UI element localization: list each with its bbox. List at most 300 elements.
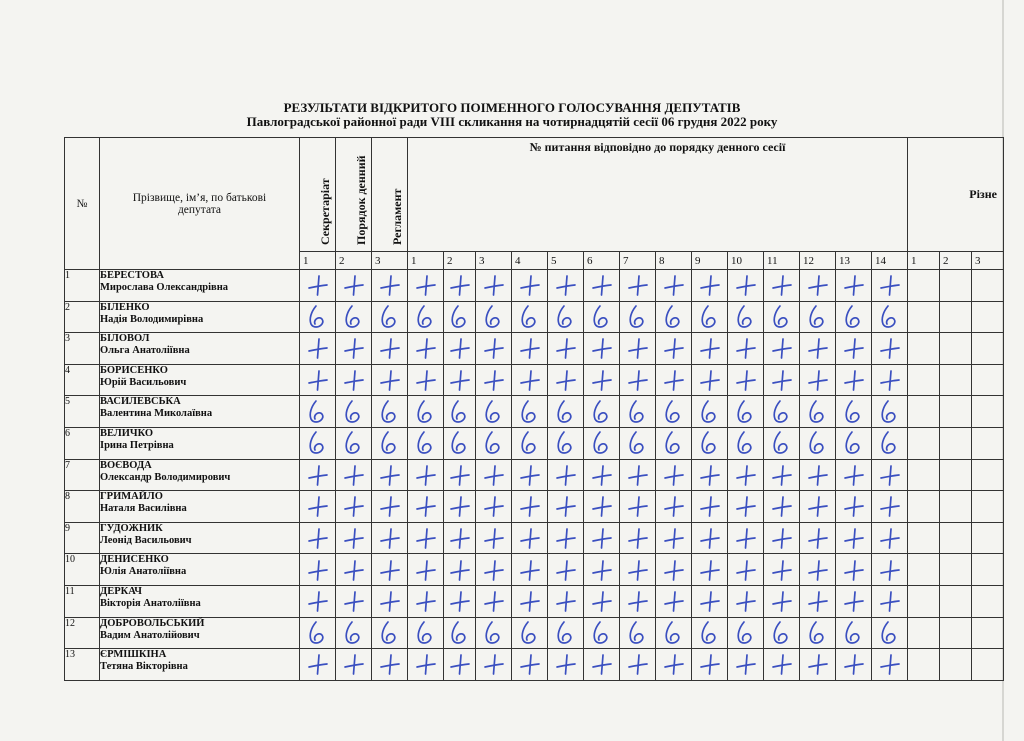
deputy-given-names: Валентина Миколаївна: [100, 408, 213, 420]
col-questions-header: № питання відповідно до порядку денного сесії: [408, 138, 908, 252]
vote-plus-mark: [800, 364, 836, 396]
misc-vote-cell: [940, 585, 972, 617]
vote-plus-mark: [656, 333, 692, 365]
deputy-given-names: Надія Володимирівна: [100, 313, 204, 325]
vote-plus-mark: [512, 459, 548, 491]
vote-v-mark: [620, 301, 656, 333]
misc-vote-cell: [972, 333, 1004, 365]
vote-v-mark: [800, 427, 836, 459]
vote-plus-mark: [548, 364, 584, 396]
vote-plus-mark: [444, 554, 476, 586]
table-row: [65, 396, 1004, 428]
column-number: 6: [584, 252, 620, 270]
vote-plus-mark: [692, 333, 728, 365]
column-number: 2: [336, 252, 372, 270]
vote-v-mark: [372, 617, 408, 649]
misc-vote-cell: [908, 554, 940, 586]
vote-plus-mark: [300, 649, 336, 681]
vote-plus-mark: [512, 522, 548, 554]
vote-v-mark: [408, 301, 444, 333]
deputy-name: [100, 270, 300, 302]
vote-plus-mark: [584, 270, 620, 302]
misc-vote-cell: [972, 617, 1004, 649]
vote-v-mark: [300, 301, 336, 333]
vote-v-mark: [512, 396, 548, 428]
deputy-surname: ГУДОЖНИК: [100, 522, 163, 534]
column-number: 1: [908, 252, 940, 270]
vote-plus-mark: [656, 522, 692, 554]
vote-v-mark: [728, 301, 764, 333]
table-row: [65, 364, 1004, 396]
vote-v-mark: [692, 301, 728, 333]
deputy-given-names: Вікторія Анатоліївна: [100, 597, 201, 609]
row-number: 9: [65, 522, 100, 554]
column-number: 8: [656, 252, 692, 270]
vote-v-mark: [764, 396, 800, 428]
vote-plus-mark: [800, 649, 836, 681]
vote-v-mark: [372, 396, 408, 428]
vote-v-mark: [620, 617, 656, 649]
deputy-surname: ГРИМАЙЛО: [100, 491, 163, 503]
vote-v-mark: [836, 617, 872, 649]
vote-plus-mark: [512, 333, 548, 365]
misc-vote-cell: [908, 491, 940, 523]
vote-plus-mark: [512, 554, 548, 586]
vote-plus-mark: [836, 649, 872, 681]
misc-vote-cell: [908, 649, 940, 681]
column-number: 10: [728, 252, 764, 270]
vote-v-mark: [728, 427, 764, 459]
vote-plus-mark: [476, 364, 512, 396]
deputy-surname: БІЛОВОЛ: [100, 333, 150, 345]
vote-v-mark: [836, 427, 872, 459]
vote-plus-mark: [336, 491, 372, 523]
vote-plus-mark: [512, 270, 548, 302]
vote-v-mark: [584, 427, 620, 459]
misc-vote-cell: [940, 649, 972, 681]
misc-vote-cell: [972, 585, 1004, 617]
vote-plus-mark: [336, 585, 372, 617]
misc-vote-cell: [972, 459, 1004, 491]
deputy-surname: ВОЄВОДА: [100, 459, 152, 471]
misc-vote-cell: [972, 554, 1004, 586]
vote-plus-mark: [408, 491, 444, 523]
table-row: [65, 585, 1004, 617]
vote-plus-mark: [728, 333, 764, 365]
vote-plus-mark: [408, 364, 444, 396]
vote-plus-mark: [764, 333, 800, 365]
vote-v-mark: [300, 427, 336, 459]
deputy-given-names: Леонід Васильович: [100, 534, 192, 546]
vote-plus-mark: [764, 491, 800, 523]
vote-plus-mark: [728, 554, 764, 586]
vote-v-mark: [872, 301, 908, 333]
table-row: [65, 617, 1004, 649]
column-number: 11: [764, 252, 800, 270]
deputy-surname: ЄРМІШКІНА: [100, 649, 167, 661]
vote-v-mark: [476, 396, 512, 428]
table-row: [65, 270, 1004, 302]
vote-plus-mark: [408, 585, 444, 617]
vote-plus-mark: [728, 364, 764, 396]
vote-v-mark: [408, 617, 444, 649]
vote-plus-mark: [764, 585, 800, 617]
vote-v-mark: [476, 427, 512, 459]
vote-plus-mark: [408, 522, 444, 554]
vote-plus-mark: [728, 585, 764, 617]
vote-plus-mark: [800, 585, 836, 617]
vote-plus-mark: [444, 649, 476, 681]
misc-vote-cell: [908, 396, 940, 428]
vote-plus-mark: [620, 585, 656, 617]
misc-vote-cell: [972, 364, 1004, 396]
vote-v-mark: [372, 301, 408, 333]
vote-plus-mark: [656, 491, 692, 523]
vote-plus-mark: [372, 364, 408, 396]
vote-plus-mark: [372, 459, 408, 491]
vote-plus-mark: [584, 491, 620, 523]
vote-plus-mark: [444, 333, 476, 365]
vote-plus-mark: [800, 554, 836, 586]
table-row: [65, 522, 1004, 554]
document-subtitle: Павлоградської районної ради VIII скликання на чотирнадцятій сесії 06 грудня 2022 року: [246, 114, 778, 129]
vote-plus-mark: [872, 270, 908, 302]
vote-plus-mark: [548, 649, 584, 681]
deputy-name: [100, 459, 300, 491]
row-number: 8: [65, 491, 100, 523]
misc-vote-cell: [940, 554, 972, 586]
column-number: 1: [408, 252, 444, 270]
col-regulation-header: Регламент: [372, 138, 408, 252]
deputy-name: [100, 364, 300, 396]
vote-plus-mark: [300, 491, 336, 523]
misc-vote-cell: [940, 617, 972, 649]
vote-plus-mark: [408, 554, 444, 586]
vote-plus-mark: [728, 270, 764, 302]
deputy-name: [100, 649, 300, 681]
vote-v-mark: [584, 301, 620, 333]
vote-plus-mark: [836, 554, 872, 586]
misc-vote-cell: [972, 491, 1004, 523]
vote-plus-mark: [444, 459, 476, 491]
vote-v-mark: [692, 427, 728, 459]
vote-plus-mark: [872, 649, 908, 681]
vote-plus-mark: [728, 491, 764, 523]
vote-v-mark: [620, 396, 656, 428]
vote-plus-mark: [336, 459, 372, 491]
misc-vote-cell: [940, 333, 972, 365]
col-agenda-header: Порядок денний: [336, 138, 372, 252]
vote-v-mark: [872, 427, 908, 459]
vote-plus-mark: [548, 459, 584, 491]
vote-plus-mark: [584, 554, 620, 586]
vote-plus-mark: [336, 649, 372, 681]
misc-vote-cell: [908, 459, 940, 491]
column-number: 2: [940, 252, 972, 270]
misc-vote-cell: [908, 333, 940, 365]
vote-plus-mark: [656, 649, 692, 681]
vote-plus-mark: [872, 585, 908, 617]
col-name-header: Прізвище, ім’я, по батькові депутата: [100, 138, 300, 270]
deputy-name: [100, 491, 300, 523]
vote-plus-mark: [336, 522, 372, 554]
vote-plus-mark: [584, 333, 620, 365]
deputy-name: [100, 427, 300, 459]
col-secretariat-header: Секретаріат: [300, 138, 336, 252]
column-number: 9: [692, 252, 728, 270]
deputy-name: [100, 617, 300, 649]
misc-vote-cell: [908, 301, 940, 333]
vote-v-mark: [620, 427, 656, 459]
vote-plus-mark: [692, 522, 728, 554]
deputy-given-names: Юрій Васильович: [100, 376, 187, 388]
vote-plus-mark: [836, 522, 872, 554]
vote-plus-mark: [872, 333, 908, 365]
row-number: 10: [65, 554, 100, 586]
deputy-given-names: Наталя Василівна: [100, 503, 187, 515]
vote-v-mark: [872, 396, 908, 428]
vote-plus-mark: [372, 554, 408, 586]
vote-v-mark: [584, 396, 620, 428]
vote-plus-mark: [728, 649, 764, 681]
document-title: РЕЗУЛЬТАТИ ВІДКРИТОГО ПОІМЕННОГО ГОЛОСУВАННЯ ДЕПУТАТІВ: [283, 100, 741, 115]
vote-v-mark: [836, 396, 872, 428]
vote-v-mark: [300, 617, 336, 649]
vote-v-mark: [476, 617, 512, 649]
vote-v-mark: [512, 301, 548, 333]
misc-vote-cell: [940, 396, 972, 428]
vote-plus-mark: [656, 459, 692, 491]
vote-v-mark: [800, 301, 836, 333]
vote-plus-mark: [584, 649, 620, 681]
vote-v-mark: [800, 396, 836, 428]
column-number: 3: [476, 252, 512, 270]
vote-v-mark: [444, 427, 476, 459]
vote-plus-mark: [300, 554, 336, 586]
row-number: 11: [65, 585, 100, 617]
vote-plus-mark: [692, 364, 728, 396]
column-number: 7: [620, 252, 656, 270]
deputy-given-names: Ольга Анатоліївна: [100, 345, 190, 357]
deputy-surname: ВЕЛИЧКО: [100, 427, 154, 439]
misc-vote-cell: [940, 522, 972, 554]
vote-plus-mark: [872, 364, 908, 396]
misc-vote-cell: [908, 617, 940, 649]
vote-v-mark: [728, 396, 764, 428]
vote-plus-mark: [476, 491, 512, 523]
vote-plus-mark: [336, 364, 372, 396]
vote-v-mark: [444, 617, 476, 649]
vote-plus-mark: [764, 270, 800, 302]
vote-v-mark: [800, 617, 836, 649]
vote-plus-mark: [692, 491, 728, 523]
vote-plus-mark: [300, 270, 336, 302]
vote-plus-mark: [408, 459, 444, 491]
vote-plus-mark: [336, 554, 372, 586]
vote-plus-mark: [476, 554, 512, 586]
vote-v-mark: [728, 617, 764, 649]
vote-v-mark: [408, 396, 444, 428]
vote-plus-mark: [620, 554, 656, 586]
vote-plus-mark: [836, 333, 872, 365]
vote-plus-mark: [372, 585, 408, 617]
vote-plus-mark: [656, 585, 692, 617]
vote-v-mark: [872, 617, 908, 649]
vote-v-mark: [764, 617, 800, 649]
vote-plus-mark: [872, 459, 908, 491]
row-number: 6: [65, 427, 100, 459]
vote-v-mark: [656, 427, 692, 459]
column-number: 1: [300, 252, 336, 270]
vote-plus-mark: [512, 364, 548, 396]
vote-plus-mark: [620, 364, 656, 396]
vote-plus-mark: [836, 585, 872, 617]
column-number: 3: [972, 252, 1004, 270]
deputy-name: [100, 333, 300, 365]
vote-plus-mark: [872, 522, 908, 554]
vote-plus-mark: [764, 522, 800, 554]
vote-plus-mark: [620, 649, 656, 681]
misc-vote-cell: [972, 301, 1004, 333]
vote-v-mark: [336, 427, 372, 459]
row-number: 1: [65, 270, 100, 302]
misc-vote-cell: [908, 364, 940, 396]
table-row: [65, 459, 1004, 491]
vote-plus-mark: [692, 585, 728, 617]
vote-plus-mark: [476, 333, 512, 365]
vote-plus-mark: [512, 491, 548, 523]
vote-plus-mark: [836, 491, 872, 523]
deputy-name: [100, 301, 300, 333]
vote-v-mark: [372, 427, 408, 459]
row-number: 3: [65, 333, 100, 365]
vote-plus-mark: [476, 459, 512, 491]
vote-plus-mark: [620, 333, 656, 365]
vote-v-mark: [476, 301, 512, 333]
vote-plus-mark: [476, 649, 512, 681]
vote-plus-mark: [548, 554, 584, 586]
vote-plus-mark: [300, 522, 336, 554]
vote-plus-mark: [408, 649, 444, 681]
column-number: 2: [444, 252, 476, 270]
deputy-given-names: Юлія Анатоліївна: [100, 566, 187, 578]
row-number: 2: [65, 301, 100, 333]
vote-plus-mark: [656, 364, 692, 396]
deputy-surname: БОРИСЕНКО: [100, 364, 168, 376]
vote-plus-mark: [584, 522, 620, 554]
vote-plus-mark: [872, 554, 908, 586]
deputy-name: [100, 522, 300, 554]
vote-plus-mark: [836, 459, 872, 491]
vote-v-mark: [548, 617, 584, 649]
vote-plus-mark: [408, 270, 444, 302]
vote-plus-mark: [620, 491, 656, 523]
misc-vote-cell: [940, 301, 972, 333]
vote-plus-mark: [800, 459, 836, 491]
vote-plus-mark: [800, 270, 836, 302]
misc-vote-cell: [908, 522, 940, 554]
vote-plus-mark: [372, 522, 408, 554]
deputy-surname: БЕРЕСТОВА: [100, 270, 164, 281]
vote-plus-mark: [836, 364, 872, 396]
vote-plus-mark: [836, 270, 872, 302]
vote-v-mark: [548, 396, 584, 428]
vote-plus-mark: [584, 459, 620, 491]
vote-plus-mark: [444, 585, 476, 617]
table-row: [65, 649, 1004, 681]
row-number: 7: [65, 459, 100, 491]
vote-plus-mark: [692, 459, 728, 491]
vote-plus-mark: [728, 522, 764, 554]
vote-v-mark: [584, 617, 620, 649]
vote-plus-mark: [336, 270, 372, 302]
vote-plus-mark: [548, 585, 584, 617]
deputy-given-names: Мирослава Олександрівна: [100, 282, 229, 293]
vote-plus-mark: [692, 649, 728, 681]
vote-plus-mark: [548, 491, 584, 523]
deputy-surname: ВАСИЛЕВСЬКА: [100, 396, 181, 408]
misc-vote-cell: [908, 427, 940, 459]
vote-plus-mark: [444, 522, 476, 554]
vote-plus-mark: [620, 459, 656, 491]
misc-vote-cell: [972, 427, 1004, 459]
deputy-name: [100, 554, 300, 586]
vote-v-mark: [548, 301, 584, 333]
vote-plus-mark: [620, 522, 656, 554]
vote-plus-mark: [512, 649, 548, 681]
vote-plus-mark: [476, 270, 512, 302]
deputy-name: [100, 585, 300, 617]
vote-plus-mark: [444, 491, 476, 523]
column-number: 13: [836, 252, 872, 270]
vote-plus-mark: [620, 270, 656, 302]
voting-table: [64, 137, 1004, 681]
misc-vote-cell: [972, 270, 1004, 302]
vote-v-mark: [656, 301, 692, 333]
vote-plus-mark: [764, 554, 800, 586]
misc-vote-cell: [940, 427, 972, 459]
vote-plus-mark: [408, 333, 444, 365]
vote-plus-mark: [372, 491, 408, 523]
vote-v-mark: [692, 617, 728, 649]
vote-plus-mark: [764, 649, 800, 681]
vote-plus-mark: [692, 554, 728, 586]
vote-plus-mark: [656, 554, 692, 586]
vote-v-mark: [656, 617, 692, 649]
vote-plus-mark: [372, 333, 408, 365]
vote-v-mark: [836, 301, 872, 333]
vote-plus-mark: [476, 522, 512, 554]
column-number: 4: [512, 252, 548, 270]
vote-plus-mark: [548, 522, 584, 554]
vote-plus-mark: [300, 333, 336, 365]
deputy-surname: ДЕНИСЕНКО: [100, 554, 169, 566]
deputy-rows: [65, 270, 1004, 681]
vote-plus-mark: [656, 270, 692, 302]
misc-vote-cell: [940, 364, 972, 396]
column-number: 5: [548, 252, 584, 270]
deputy-given-names: Тетяна Вікторівна: [100, 661, 188, 673]
row-number: 4: [65, 364, 100, 396]
vote-plus-mark: [300, 364, 336, 396]
vote-v-mark: [336, 396, 372, 428]
vote-v-mark: [656, 396, 692, 428]
deputy-surname: ДОБРОВОЛЬСЬКИЙ: [100, 617, 205, 629]
vote-plus-mark: [372, 649, 408, 681]
misc-vote-cell: [972, 396, 1004, 428]
deputy-surname: ДЕРКАЧ: [100, 585, 142, 597]
vote-plus-mark: [300, 459, 336, 491]
